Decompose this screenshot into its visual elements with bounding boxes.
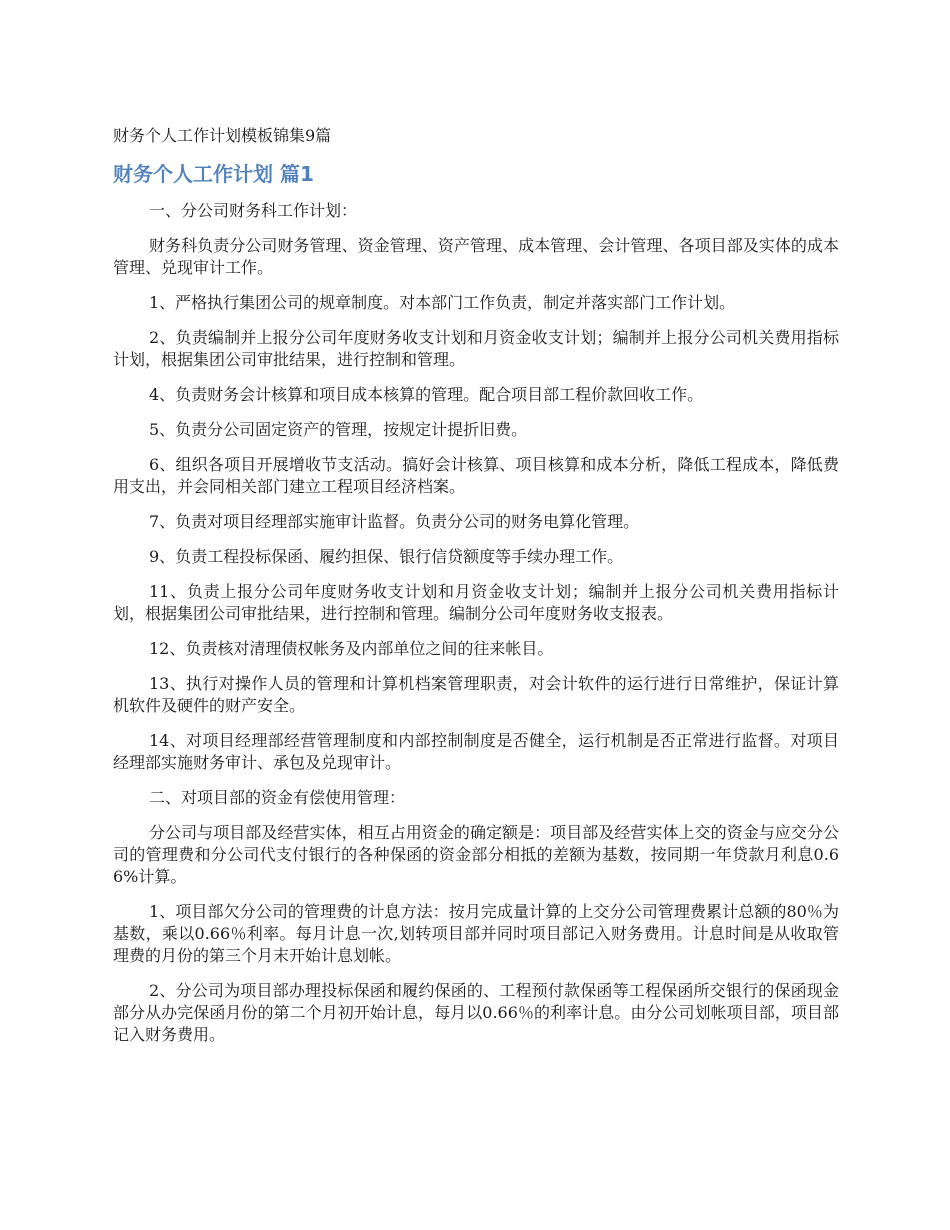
paragraph: 分公司与项目部及经营实体，相互占用资金的确定额是：项目部及经营实体上交的资金与应交分公司的管理费和分公司代支付银行的各种保函的资金部分相抵的差额为基数，按同期一年贷款月利息0.66%计算。 (113, 823, 839, 886)
paragraph: 11、负责上报分公司年度财务收支计划和月资金收支计划；编制并上报分公司机关费用指标计划，根据集团公司审批结果，进行控制和管理。编制分公司年度财务收支报表。 (113, 582, 839, 623)
paragraph: 二、对项目部的资金有偿使用管理： (149, 788, 406, 807)
paragraph: 2、负责编制并上报分公司年度财务收支计划和月资金收支计划；编制并上报分公司机关费用指标计划，根据集团公司审批结果，进行控制和管理。 (113, 328, 839, 369)
paragraph: 12、负责核对清理债权帐务及内部单位之间的往来帐目。 (149, 639, 554, 658)
paragraph: 5、负责分公司固定资产的管理，按规定计提折旧费。 (149, 420, 528, 439)
paragraph: 6、组织各项目开展增收节支活动。搞好会计核算、项目核算和成本分析，降低工程成本，降低费用支出，并会同相关部门建立工程项目经济档案。 (113, 455, 839, 496)
document-page (113, 124, 839, 1059)
paragraph: 9、负责工程投标保函、履约担保、银行信贷额度等手续办理工作。 (149, 547, 624, 566)
section-heading: 财务个人工作计划 篇1 (113, 162, 314, 186)
paragraph: 一、分公司财务科工作计划： (149, 201, 358, 220)
paragraph: 2、分公司为项目部办理投标保函和履约保函的、工程预付款保函等工程保函所交银行的保函现金部分从办完保函月份的第二个月初开始计息，每月以0.66％的利率计息。由分公司划帐项目部，项目部记入财务费用。 (113, 981, 839, 1044)
paragraph: 14、对项目经理部经营管理制度和内部控制制度是否健全，运行机制是否正常进行监督。对项目经理部实施财务审计、承包及兑现审计。 (113, 731, 839, 772)
paragraph: 4、负责财务会计核算和项目成本核算的管理。配合项目部工程价款回收工作。 (149, 385, 704, 404)
paragraph: 财务科负责分公司财务管理、资金管理、资产管理、成本管理、会计管理、各项目部及实体的成本管理、兑现审计工作。 (113, 236, 839, 277)
paragraph: 1、严格执行集团公司的规章制度。对本部门工作负责，制定并落实部门工作计划。 (149, 293, 736, 312)
paragraph: 1、项目部欠分公司的管理费的计息方法：按月完成量计算的上交分公司管理费累计总额的80％为基数，乘以0.66％利率。每月计息一次,划转项目部并同时项目部记入财务费用。计息时间是从收取管理费的月份的第三个月末开始计息划帐。 (113, 902, 839, 965)
paragraph: 7、负责对项目经理部实施审计监督。负责分公司的财务电算化管理。 (149, 512, 640, 531)
paragraph: 13、执行对操作人员的管理和计算机档案管理职责，对会计软件的运行进行日常维护，保证计算机软件及硬件的财产安全。 (113, 674, 839, 715)
document-title: 财务个人工作计划模板锦集9篇 (113, 126, 332, 145)
